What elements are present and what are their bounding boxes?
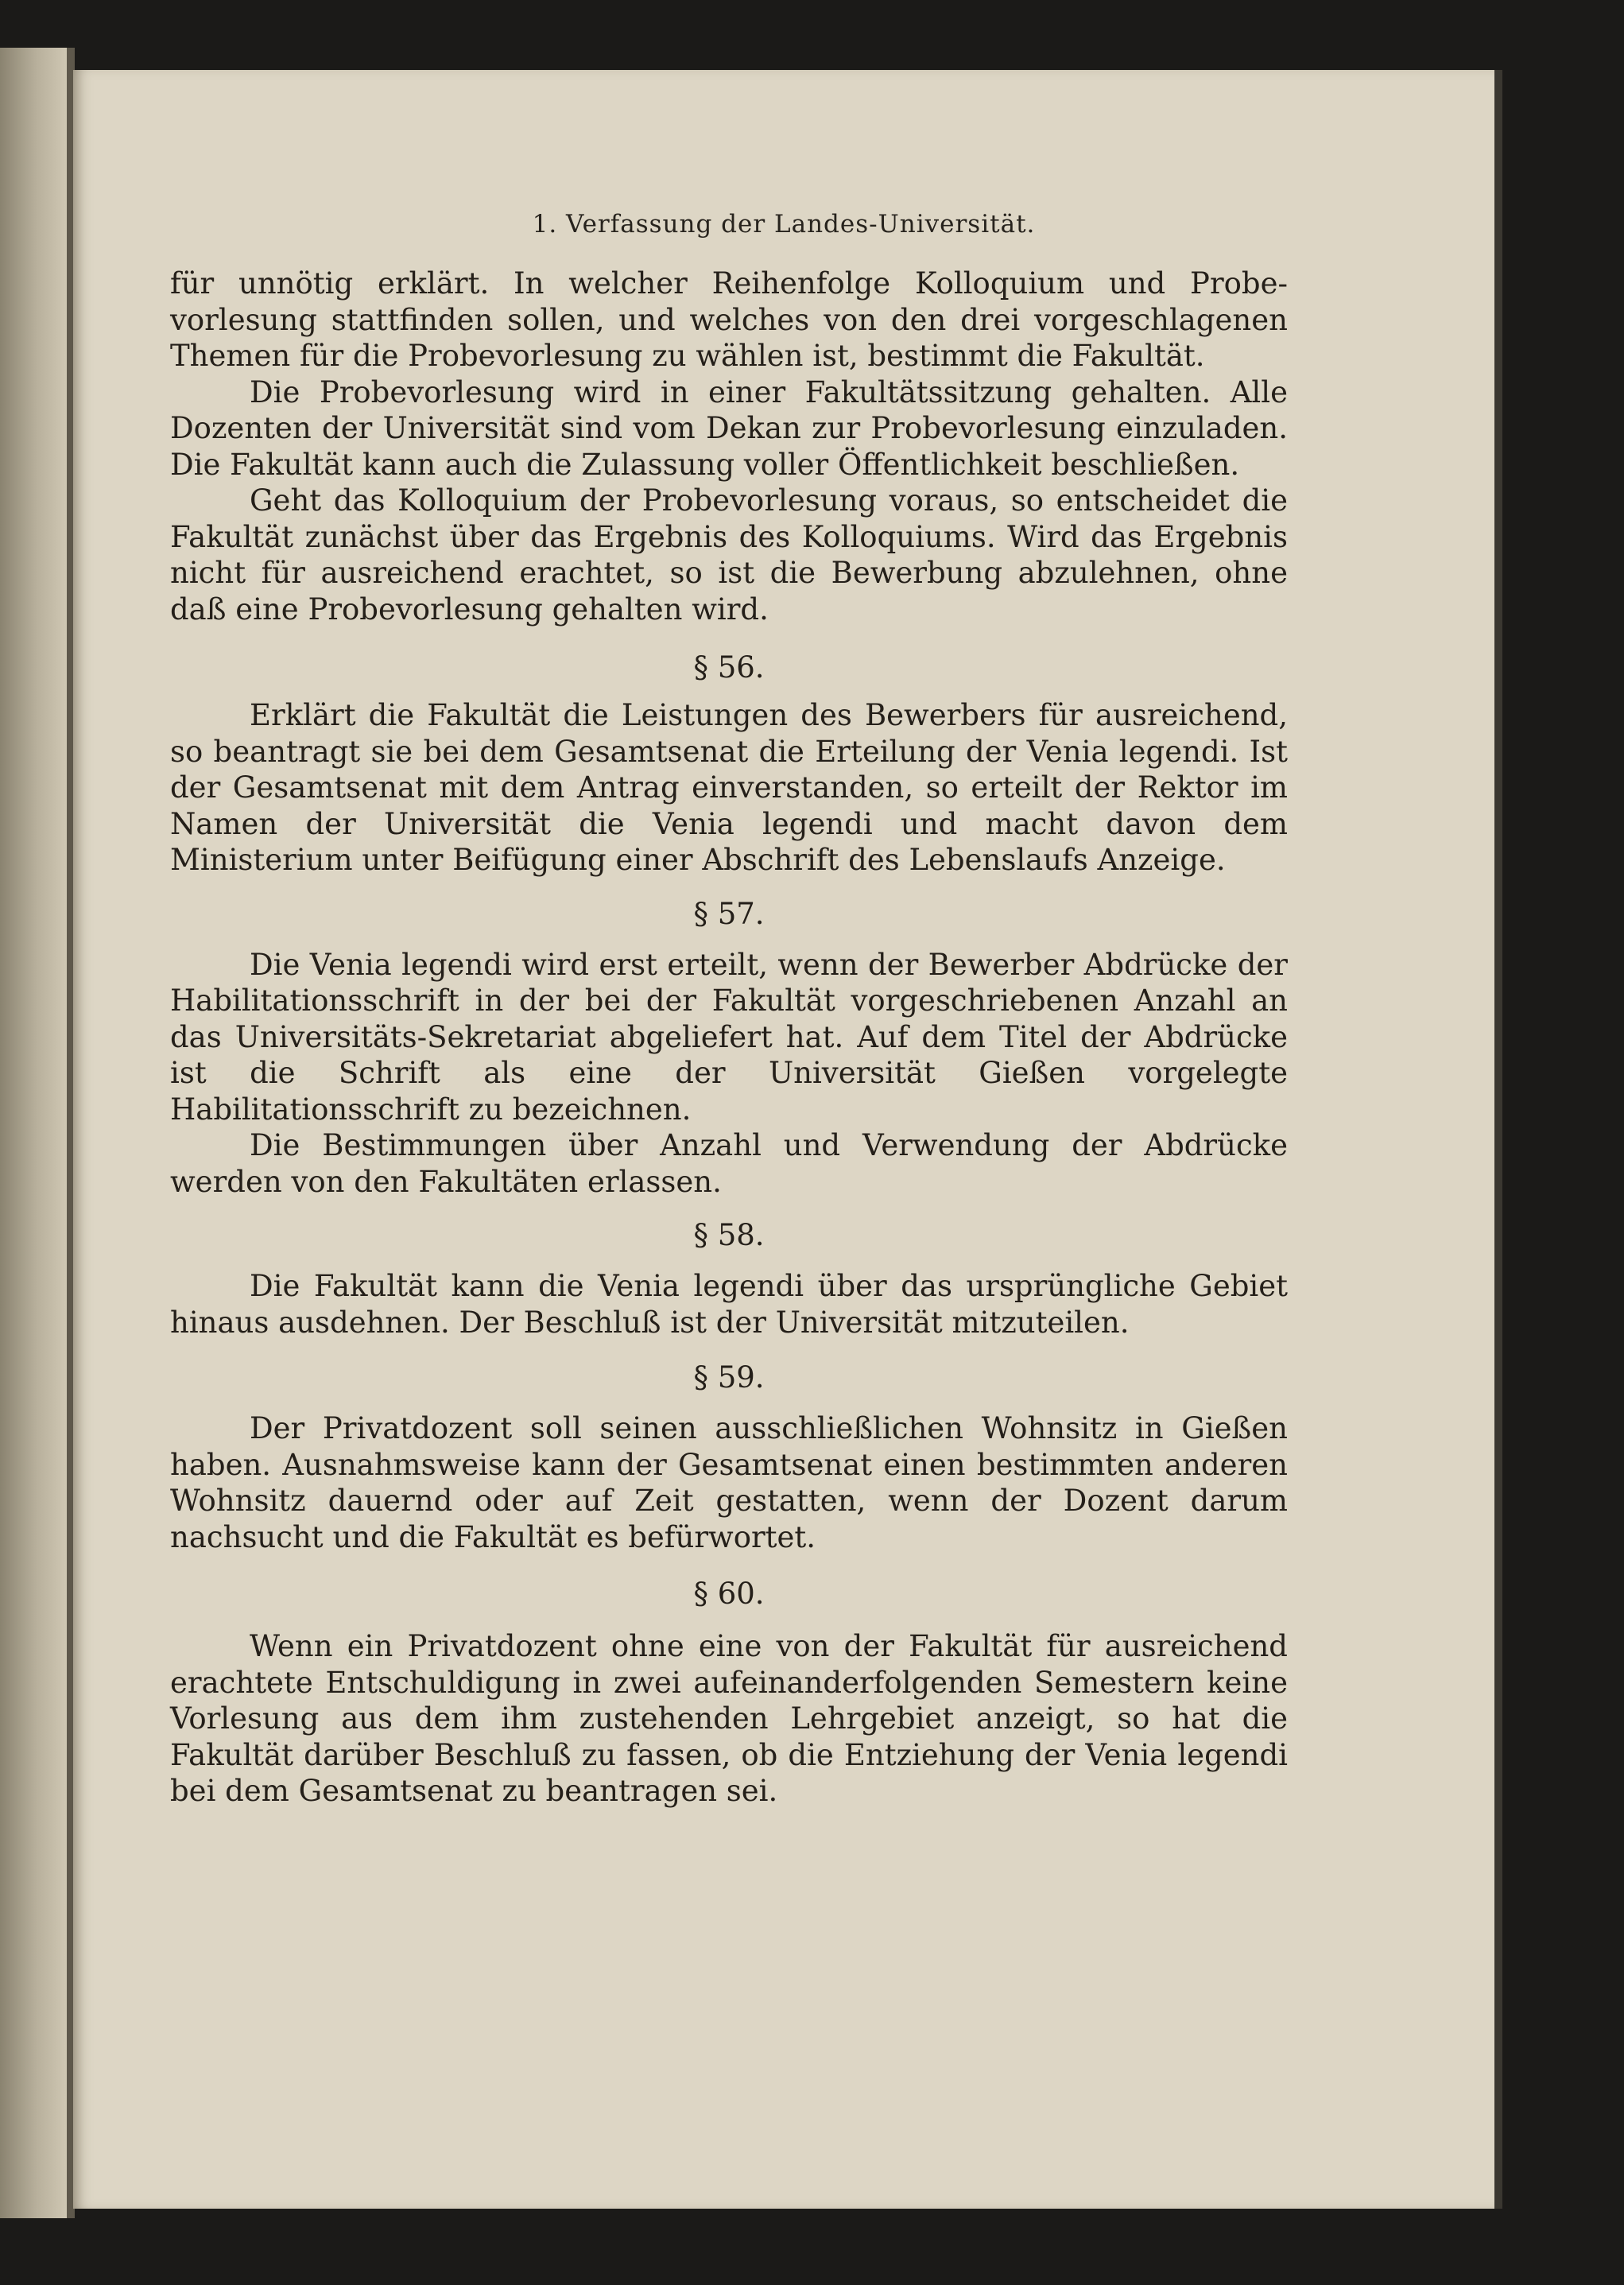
paragraph: Erklärt die Fakultät die Leistungen des Bewerbers für ausreichend, so beantragt sie bei dem Gesamtsenat die Erteilung der Venia legendi. Ist der Gesamtsenat mit dem Antrag einverstanden, so erteilt der Rektor im Namen der Universität die Venia legendi und macht davon dem Ministerium unter Beifügung einer Abschrift des Lebenslaufs Anzeige.: [170, 698, 1288, 877]
facing-page-edge: [0, 48, 67, 2218]
paragraph: Die Fakultät kann die Venia legendi über das ursprüngliche Gebiet hinaus ausdehnen. Der Beschluß ist der Universität mitzuteilen.: [170, 1269, 1288, 1340]
section-heading-58: § 58.: [693, 1218, 765, 1252]
running-head: 1. Verfassung der Landes-Universität.: [532, 210, 1036, 239]
paragraph: Die Bestimmungen über Anzahl und Verwendung der Abdrücke werden von den Fakultäten erlassen.: [170, 1128, 1288, 1199]
paragraph: Wenn ein Privatdozent ohne eine von der Fakultät für ausreichend erachtete Entschuldigung in zwei aufeinanderfolgenden Semestern keine Vorlesung aus dem ihm zustehenden Lehrgebiet anzeigt, so hat die Fakultät darüber Beschluß zu fassen, ob die Entziehung der Venia legendi bei dem Gesamtsenat zu beantragen sei.: [170, 1629, 1288, 1808]
paragraph: Die Venia legendi wird erst erteilt, wenn der Bewerber Abdrücke der Habilitationsschrift in der bei der Fakultät vorgeschriebenen Anzahl an das Universitäts-Sekretariat abgeliefert hat. Auf dem Titel der Abdrücke ist die Schrift als eine der Universität Gießen vorgelegte Habilitationsschrift zu bezeichnen.: [170, 947, 1288, 1127]
paragraph: Der Privatdozent soll seinen ausschließlichen Wohnsitz in Gießen haben. Ausnahmsweise kann der Gesamtsenat einen bestimmten anderen Wohnsitz dauernd oder auf Zeit gestatten, wenn der Dozent darum nachsucht und die Fakultät es befürwortet.: [170, 1411, 1288, 1554]
page-edge-shadow: [1494, 70, 1502, 2209]
section-heading-59: § 59.: [693, 1360, 765, 1395]
section-heading-60: § 60.: [693, 1577, 765, 1611]
paragraph: Geht das Kolloquium der Probevorlesung voraus, so entscheidet die Fakultät zunächst über das Ergebnis des Kolloquiums. Wird das Ergebnis nicht für ausreichend erachtet, so ist die Bewerbung abzulehnen, ohne daß eine Probevorlesung gehalten wird.: [170, 483, 1288, 627]
paragraph: Die Probevorlesung wird in einer Fakultätssitzung gehalten. Alle Dozenten der Universität sind vom Dekan zur Probevorlesung einzuladen. Die Fakultät kann auch die Zulassung voller Öffentlichkeit beschließen.: [170, 374, 1288, 482]
section-heading-56: § 56.: [693, 650, 765, 685]
book-page: [73, 70, 1494, 2209]
section-heading-57: § 57.: [693, 896, 765, 931]
page-text: [170, 266, 1288, 1810]
paragraph-continued: für unnötig erklärt. In welcher Reihenfolge Kolloquium und Probe-vorlesung stattfinden sollen, und welches von den drei vorgeschlagenen Themen für die Probevorlesung zu wählen ist, bestimmt die Fakultät.: [170, 266, 1288, 373]
